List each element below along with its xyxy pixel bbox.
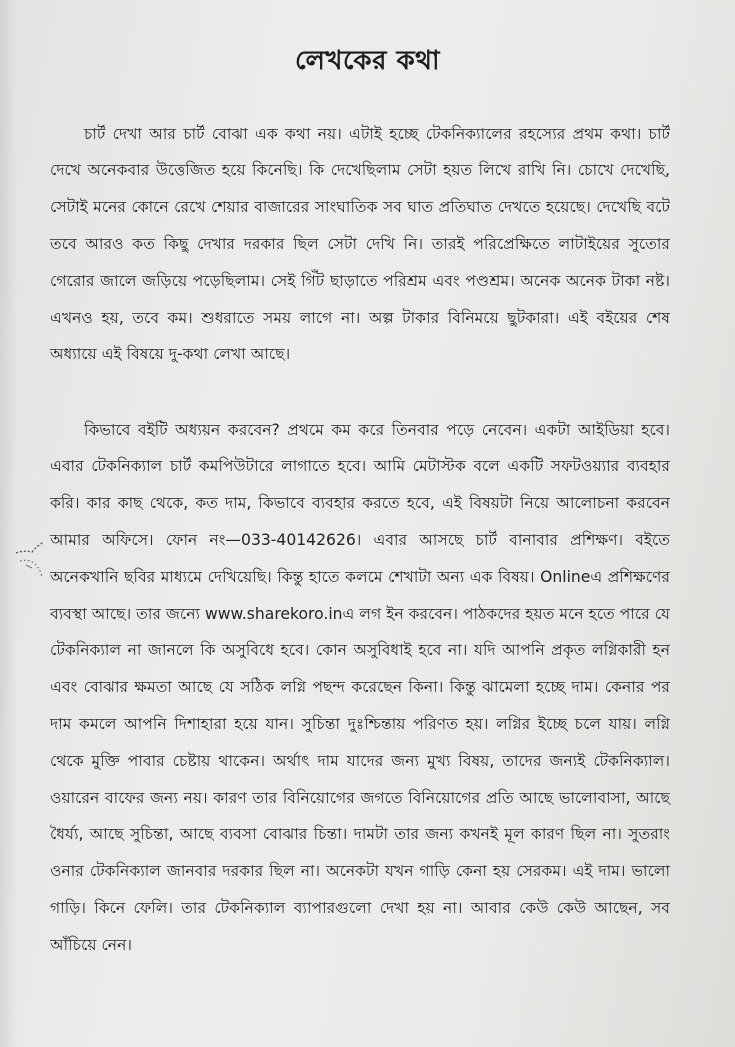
page-shadow <box>0 0 18 1047</box>
paragraph-2: কিভাবে বইটি অধ্যয়ন করবেন? প্রথমে কম করে তিনবার পড়ে নেবেন। একটা আইডিয়া হবে। এবার টেকনিক্যাল চার্ট কমপিউটারে লাগাতে হবে। আমি মেটাস্টক বলে একটি সফটওয়্যার ব্যবহার করি। কার কাছ থেকে, কত দাম, কিভাবে ব্যবহার করতে হবে, এই বিষয়টা নিয়ে আলোচনা করবেন আমার অফিসে। ফোন নং—033-40142626। এবার আসছে চার্ট বানাবার প্রশিক্ষণ। বইতে অনেকখানি ছবির মাধ্যমে দেখিয়েছি। কিন্তু হাতে কলমে শেখাটা অন্য এক বিষয়। Onlineএ প্রশিক্ষণের ব্যবস্থা আছে। তার জন্যে www.sharekoro.inএ লগ ইন করবেন। পাঠকদের হয়ত মনে হতে পারে যে টেকনিক্যাল না জানলে কি অসুবিধে হবে। কোন অসুবিধাই হবে না। যদি আপনি প্রকৃত লগ্নিকারী হন এবং বোঝার ক্ষমতা আছে যে সঠিক লগ্নি পছন্দ করেছেন কিনা। কিন্তু ঝামেলা হচ্ছে দাম। কেনার পর দাম কমলে আপনি দিশাহারা হয়ে যান। সুচিন্তা দুঃশ্চিন্তায় পরিণত হয়। লগ্নির ইচ্ছে চলে যায়। লগ্নি থেকে মুক্তি পাবার চেষ্টায় থাকেন। অর্থাৎ দাম যাদের জন্য মুখ্য বিষয়, তাদের জন্যই টেকনিক্যাল। ওয়ারেন বাফের জন্য নয়। কারণ তার বিনিয়োগের জগতে বিনিয়োগের প্রতি আছে ভালোবাসা, আছে ধৈর্য্য, আছে সুচিন্তা, আছে ব্যবসা বোঝার চিন্তা। দামটা তার জন্য কখনই মূল কারণ ছিল না। সুতরাং ওনার টেকনিক্যাল জানবার দরকার ছিল না। অনেকটা যখন গাড়ি কেনা হয় সেরকম। এই দাম। ভালো গাড়ি। কিনে ফেলি। তার টেকনিক্যাল ব্যাপারগুলো দেখা হয় না। আবার কেউ কেউ আছেন, সব আঁচিয়ে নেন। <box>50 420 670 954</box>
page-title: লেখকের কথা <box>294 46 441 76</box>
paragraph-1: চার্ট দেখা আর চার্ট বোঝা এক কথা নয়। এটাই হচ্ছে টেকনিক্যালের রহস্যের প্রথম কথা। চার্ট দেখে অনেকবার উত্তেজিত হয়ে কিনেছি। কি দেখেছিলাম সেটা হয়ত লিখে রাখি নি। চোখে দেখেছি, সেটাই মনের কোনে রেখে শেয়ার বাজারের সাংঘাতিক সব ঘাত প্রতিঘাত দেখতে হয়েছে। দেখেছি বটে তবে আরও কত কিছু দেখার দরকার ছিল সেটা দেখি নি। তারই পরিপ্রেক্ষিতে লাটাইয়ের সুতোর গেরোর জালে জড়িয়ে পড়েছিলাম। সেই গিঁট ছাড়াতে পরিশ্রম এবং পণ্ডশ্রম। অনেক অনেক টাকা নষ্ট। এখনও হয়, তবে কম। শুধরাতে সময় লাগে না। অল্প টাকার বিনিময়ে ছুটকারা। এই বইয়ের শেষ অধ্যায়ে এই বিষয়ে দু-কথা লেখা আছে। <box>50 124 670 364</box>
pencil-margin-mark <box>14 537 54 583</box>
